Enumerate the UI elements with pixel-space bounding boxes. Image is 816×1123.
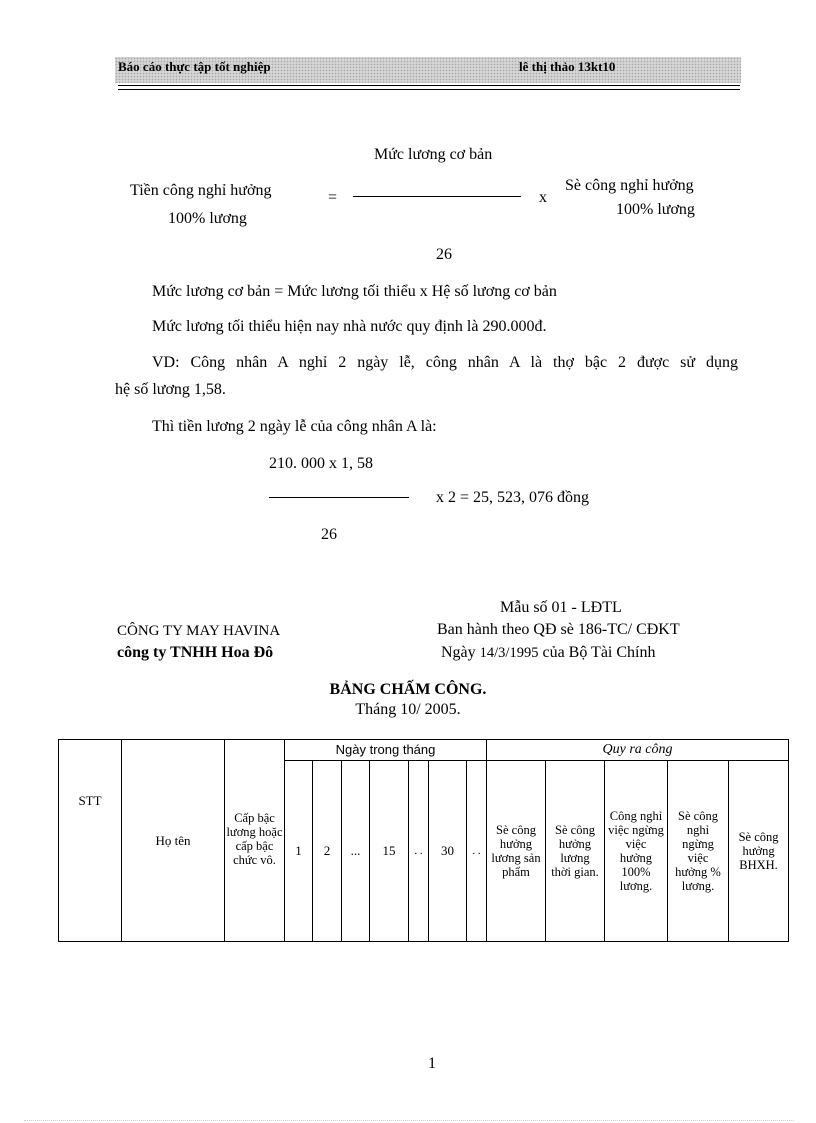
formula1-fraction-bar xyxy=(353,196,521,197)
page-number: 1 xyxy=(428,1055,436,1072)
paragraph-basic-salary: Mức lương cơ bản = Mức lương tối thiểu x Hệ số lương cơ bản xyxy=(152,283,557,300)
summary-col-social-insurance: Sè công hưởng BHXH. xyxy=(729,761,789,942)
formula1-lhs-line1: Tiền công nghỉ hưởng xyxy=(130,182,272,199)
company-subsidiary: công ty TNHH Hoa Đô xyxy=(117,644,274,661)
form-issued-by: Ban hành theo QĐ sè 186-TC/ CĐKT xyxy=(437,621,680,638)
formula1-rhs-line1: Sè công nghỉ hưởng xyxy=(565,177,694,194)
day-column: 15 xyxy=(370,761,409,942)
footer-dotted-line xyxy=(24,1120,794,1121)
days-in-month-header: Ngày trong tháng xyxy=(285,740,487,761)
form-template-number: Mẫu số 01 - LĐTL xyxy=(500,599,622,616)
formula1-times: x xyxy=(539,189,547,206)
header-author: lê thị thảo 13kt10 xyxy=(519,59,616,74)
summary-col-partial-pay-leave: Sè công nghỉ ngừng việc hưởng % lương. xyxy=(668,761,729,942)
formula2-result: x 2 = 25, 523, 076 đồng xyxy=(436,489,590,506)
paragraph-minimum-salary: Mức lương tối thiểu hiện nay nhà nước quy định là 290.000đ. xyxy=(152,318,547,335)
timesheet-title: BẢNG CHẤM CÔNG. xyxy=(329,681,487,698)
timesheet-month: Tháng 10/ 2005. xyxy=(355,701,461,718)
formula1-numerator: Mức lương cơ bản xyxy=(374,146,493,163)
header-rule-top xyxy=(118,85,740,86)
day-column: ... xyxy=(342,761,370,942)
summary-col-full-pay-leave: Công nghỉ việc ngừng việc hưởng 100% lương. xyxy=(605,761,668,942)
summary-col-time-pay: Sè công hưởng lương thời gian. xyxy=(546,761,605,942)
form-date: 14/3/1995 xyxy=(479,645,539,661)
formula2-numerator: 210. 000 x 1, 58 xyxy=(269,455,373,472)
day-column: . . xyxy=(467,761,487,942)
formula1-denominator: 26 xyxy=(436,246,452,263)
day-column: 30 xyxy=(429,761,467,942)
day-column: . . xyxy=(409,761,429,942)
formula2-denominator: 26 xyxy=(321,526,337,543)
day-column: 1 xyxy=(285,761,313,942)
form-date-line xyxy=(441,644,656,662)
formula2-fraction-bar xyxy=(269,497,409,498)
summary-header: Quy ra công xyxy=(487,740,789,761)
summary-col-product-pay: Sè công hưởng lương sản phẩm xyxy=(487,761,546,942)
paragraph-example-line2: hệ số lương 1,58. xyxy=(115,381,226,398)
paragraph-example-line1: VD: Công nhân A nghỉ 2 ngày lễ, công nhân A là thợ bậc 2 được sử dụng xyxy=(152,354,738,371)
day-column: 2 xyxy=(313,761,342,942)
formula1-rhs-line2: 100% lương xyxy=(616,201,695,218)
header-rule-bottom xyxy=(118,89,740,90)
company-name: CÔNG TY MAY HAVINA xyxy=(117,623,281,639)
timesheet-table xyxy=(58,739,789,942)
col-stt: STT xyxy=(59,740,122,942)
formula1-equals: = xyxy=(328,189,338,206)
col-grade: Cấp bậc lương hoặc cấp bậc chức vô. xyxy=(225,740,285,942)
form-date-suffix: của Bộ Tài Chính xyxy=(542,644,656,661)
header-report-title: Báo cáo thực tập tốt nghiệp xyxy=(118,59,271,74)
formula1-lhs-line2: 100% lương xyxy=(168,210,247,227)
col-name: Họ tên xyxy=(122,740,225,942)
form-date-prefix: Ngày xyxy=(441,644,476,661)
paragraph-holiday-pay: Thì tiền lương 2 ngày lễ của công nhân A là: xyxy=(152,418,437,435)
